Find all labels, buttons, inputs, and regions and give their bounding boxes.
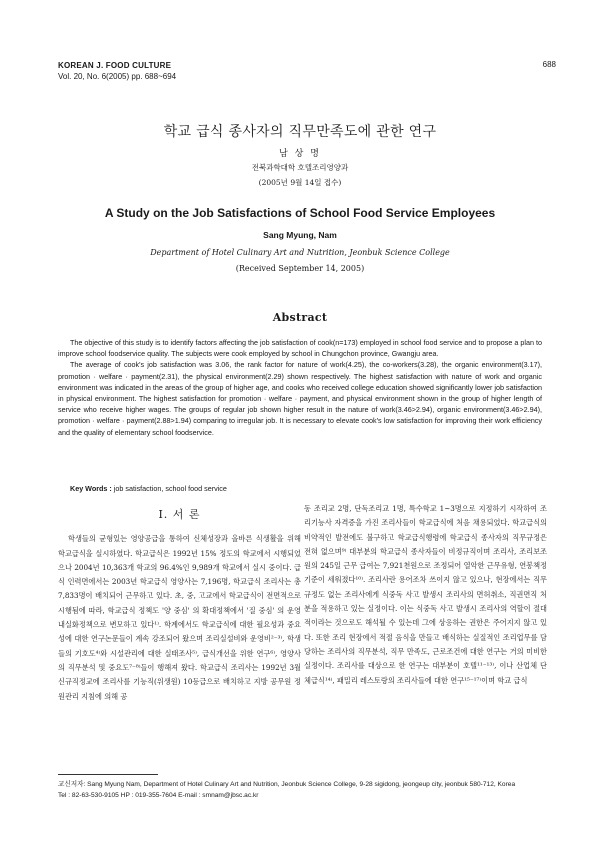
english-author: Sang Myung, Nam — [263, 230, 337, 240]
korean-author: 남 상 명 — [279, 149, 321, 159]
korean-received-date: (2005년 9월 14일 접수) — [258, 178, 342, 187]
journal-volume: Vol. 20, No. 6(2005) pp. 688~694 — [58, 72, 177, 81]
body-right-column — [304, 502, 547, 688]
english-received-date: (Received September 14, 2005) — [235, 264, 365, 273]
body-paragraph: 학생들의 균형있는 영양공급을 통하여 신체성장과 올바른 식생활을 위해 학교급식을 실시하였다. 학교급식은 1992년 15% 정도의 학교에서 시행되었으나 2004년 10,363개 학교의 96.4%인 9,989개 학교에서 실시 중이다. 급식 인력면에서는 2003년 학교급식 영양사는 7,196명, 학교급식 조리사는 총 7,833명이 배치되어 근무하고 있다. 초, 중, 고교에서 학교급식이 전면적으로 시행됨에 따라, 학교급식 정책도 '양 중심' 의 확대정책에서 '질 중심' 의 운영 내실화정책으로 변모하고 있다¹⁾. 학계에서도 학교급식에 대한 필요성과 중요성에 대한 연구논문들이 계속 강조되어 왔으며 조리실설비와 운영비²⁻³⁾, 학생들의 기호도⁴⁾와 시설관리에 대한 실태조사⁵⁾, 급식개선을 위한 연구⁶⁾, 영양사의 직무분석 및 중요도⁷⁻⁸⁾들이 행해져 왔다. 학교급식 조리사는 1992년 3월 신규직정교에 조리사를 기능직(위생원) 10등급으로 배치하고 지방 공무원 정원관리 지침에 의해 공 — [58, 534, 301, 701]
journal-name: KOREAN J. FOOD CULTURE — [58, 61, 172, 70]
korean-title: 학교 급식 종사자의 직무만족도에 관한 연구 — [163, 124, 437, 140]
abstract-body — [58, 337, 542, 438]
journal-header — [58, 60, 176, 82]
korean-affiliation: 전북과학대학 호텔조리영양과 — [251, 163, 349, 172]
body-left-column — [58, 500, 301, 704]
section-heading: I. 서 론 — [158, 508, 201, 521]
page-number: 688 — [542, 60, 556, 69]
footnote-contact: Tel : 82-63-530-9105 HP : 019-355-7604 E-mail : smnam@jbsc.ac.kr — [58, 792, 259, 799]
footnote-divider — [58, 774, 158, 775]
abstract-paragraph: The objective of this study is to identify factors affecting the job satisfaction of cook(n=173) employed in school food service and to propose a plan to improve school foodservice quality. The subjects were cook employed by school in Chungchon province, Gwangju area. — [58, 338, 542, 359]
keywords-label: Key Words : — [70, 484, 112, 493]
footnote-correspondence: 교신저자: Sang Myung Nam, Department of Hotel Culinary Art and Nutrition, Jeonbuk Science College, 9-28 sigidong, jeongeup city, jeonbuk 580-712, Korea — [58, 781, 516, 788]
keywords — [70, 484, 227, 493]
abstract-paragraph: The average of cook's job satisfaction was 3.06, the rank factor for nature of work(4.25), the co-workers(3.28), the organic environment(3.17), promotion · welfare · payment(2.31), the physical environment(2.29) shown respectively. The highest satisfaction with nature of work and organic environment was indicated in the areas of the group of higher age, and cooks who received college education showed significantly lower job satisfaction in physical environment. The highest satisfaction for promotion · welfare · payment, and physical environment shown in the group of higher length of service who receive higher wages. The groups of regular job shown higher result in the nature of work(3.46>2.94), organic environment(3.46>2.94), promotion · welfare · payment(2.88>1.94) comparing to irregular job. It is necessary to elevate cook's low satisfaction for improving their work efficiency and the quality of elementary school foodservice. — [58, 360, 542, 437]
footnote — [58, 779, 548, 801]
abstract-heading: Abstract — [272, 311, 328, 324]
body-paragraph: 동 조리교 2명, 단독조리교 1명, 특수학교 1~3명으로 지정하기 시작하여 조리기능사 자격증을 가진 조리사들이 학교급식에 처음 채용되었다. 학교급식의 비약적인 발전에도 불구하고 학교급식행령에 학교급식 종사자의 직무규정은 전혀 없으며⁹⁾ 대부분의 학교급식 종사자들이 비정규직이며 조리사, 조리보조원의 245일 근무 급여는 7,921천원으로 조정되어 열악한 근무유형, 연봉책정 기준이 세워졌다¹⁰⁾. 조리사란 용어조차 쓰이지 않고 있으나, 현장에서는 직무규정도 없는 조리사에게 식중독 사고 발생시 조리사의 면허취소, 직권면직 처분을 적용하고 있는 실정이다. 이는 식중독 사고 발생시 조리사의 역할이 절대적이라는 것으로도 해석될 수 있는데 그에 상응하는 권한은 주어지지 않고 있다. 또한 조리 현장에서 적절 음식을 만들고 배식하는 실질적인 조리업무를 담당하는 조리사의 직무분석, 직무 만족도, 근로조건에 대한 연구는 거의 미비한 실정이다. 조리사를 대상으로 한 연구는 대부분이 호텔¹¹⁻¹³⁾, 이나 산업체 단체급식¹⁴⁾, 패밀리 레스토랑의 조리사들에 대한 연구¹⁵⁻¹⁷⁾이며 학교 급식 — [304, 504, 547, 685]
keywords-value: job satisfaction, school food service — [113, 484, 227, 493]
english-affiliation: Department of Hotel Culinary Art and Nutrition, Jeonbuk Science College — [150, 248, 450, 257]
english-title: A Study on the Job Satisfactions of School Food Service Employees — [104, 206, 496, 220]
